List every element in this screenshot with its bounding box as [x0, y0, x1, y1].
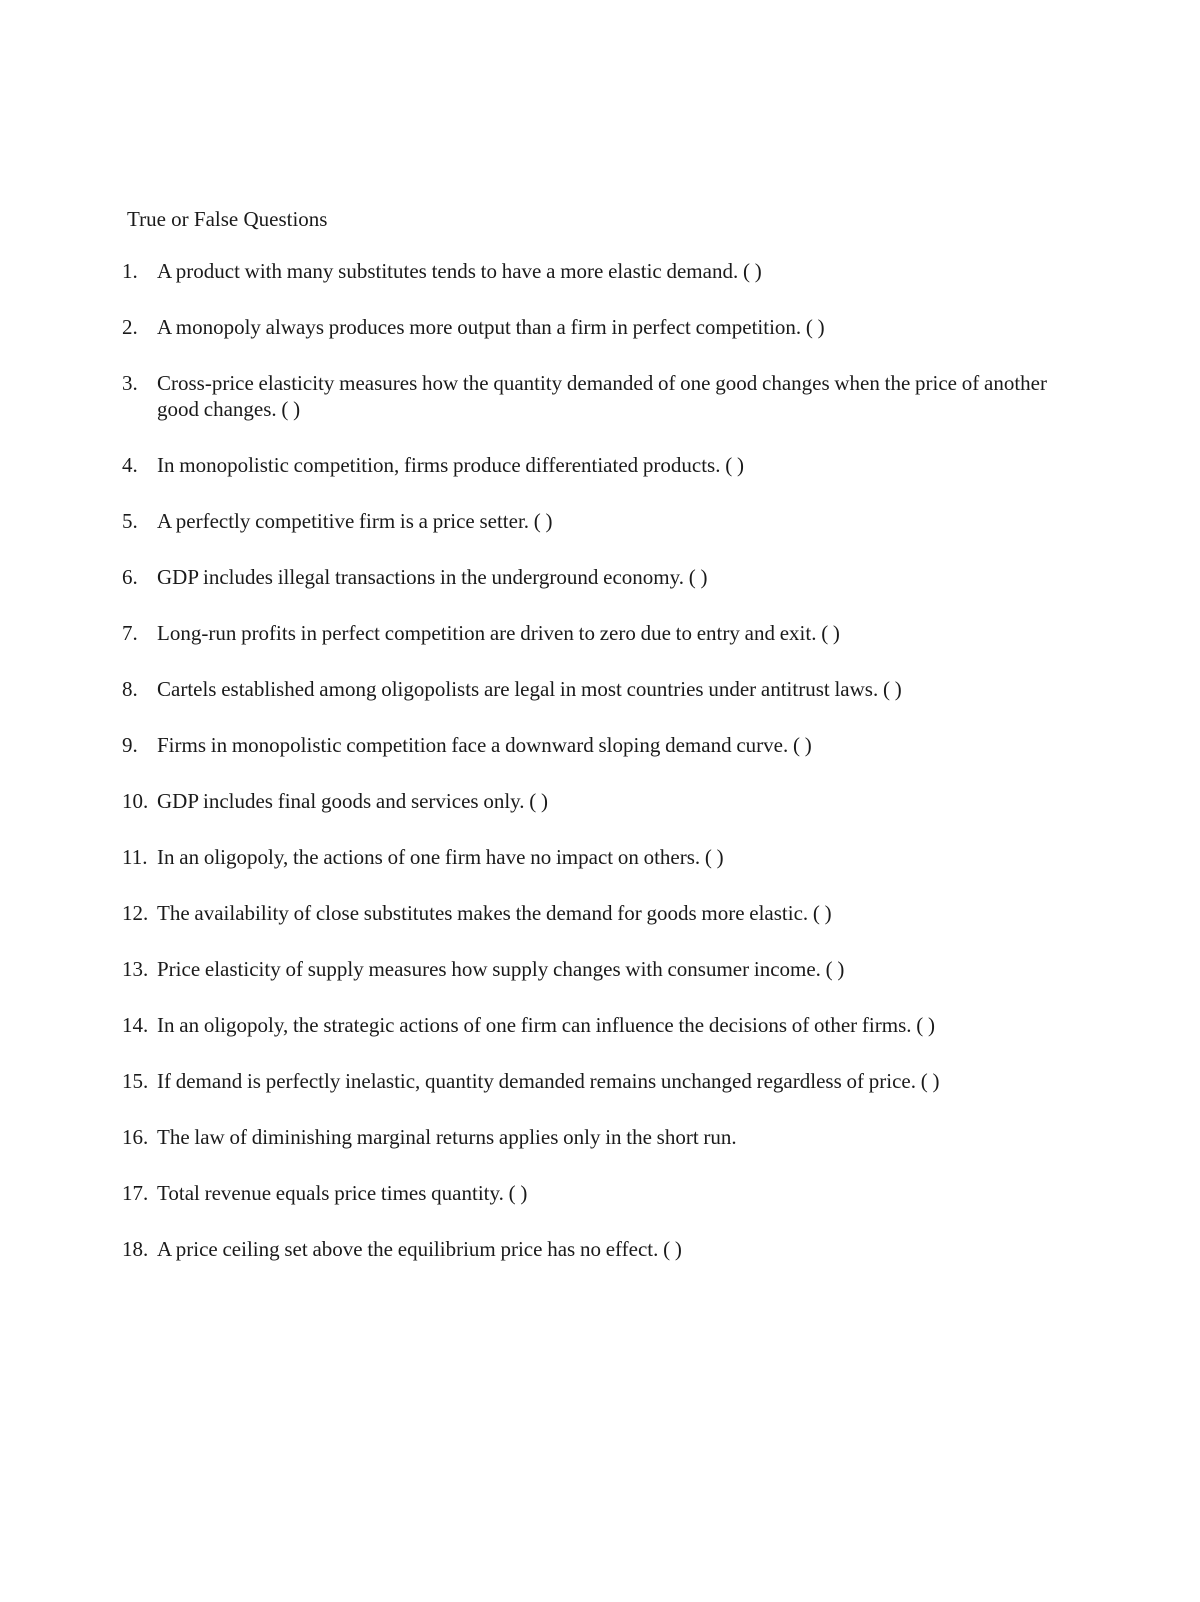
question-number: 13. [122, 957, 149, 981]
question-item [120, 1124, 1070, 1150]
question-item [120, 1236, 1070, 1262]
question-number: 14. [122, 1013, 149, 1037]
question-text: If demand is perfectly inelastic, quantity demanded remains unchanged regardless of price. ( ) [157, 1069, 940, 1093]
question-text: In an oligopoly, the actions of one firm have no impact on others. ( ) [157, 845, 724, 869]
question-text: Total revenue equals price times quantity. ( ) [157, 1181, 528, 1205]
question-text: The availability of close substitutes makes the demand for goods more elastic. ( ) [157, 901, 832, 925]
question-text: Cartels established among oligopolists are legal in most countries under antitrust laws. ( ) [157, 677, 902, 701]
question-number: 6. [122, 565, 138, 589]
question-text: GDP includes illegal transactions in the underground economy. ( ) [157, 565, 708, 589]
question-text: A perfectly competitive firm is a price setter. ( ) [157, 509, 553, 533]
question-item [120, 1180, 1070, 1206]
question-item [120, 788, 1070, 814]
question-text: A monopoly always produces more output than a firm in perfect competition. ( ) [157, 315, 825, 339]
question-text: In monopolistic competition, firms produce differentiated products. ( ) [157, 453, 744, 477]
document-title: True or False Questions [127, 207, 328, 231]
question-number: 9. [122, 733, 138, 757]
question-item [120, 1012, 1070, 1038]
question-item [120, 258, 1070, 284]
question-item [120, 620, 1070, 646]
question-text: In an oligopoly, the strategic actions of one firm can influence the decisions of other firms. ( ) [157, 1013, 935, 1037]
question-item [120, 900, 1070, 926]
question-number: 12. [122, 901, 149, 925]
question-item [120, 732, 1070, 758]
question-text: Long-run profits in perfect competition are driven to zero due to entry and exit. ( ) [157, 621, 840, 645]
question-item [120, 314, 1070, 340]
question-number: 17. [122, 1181, 149, 1205]
question-item [120, 508, 1070, 534]
question-text: Firms in monopolistic competition face a downward sloping demand curve. ( ) [157, 733, 812, 757]
question-text: Price elasticity of supply measures how supply changes with consumer income. ( ) [157, 957, 845, 981]
question-number: 10. [122, 789, 149, 813]
question-number: 7. [122, 621, 138, 645]
question-item [120, 844, 1070, 870]
question-number: 15. [122, 1069, 149, 1093]
question-item [120, 676, 1070, 702]
question-list [120, 258, 1070, 1292]
question-text: A product with many substitutes tends to have a more elastic demand. ( ) [157, 259, 762, 283]
question-text: Cross-price elasticity measures how the quantity demanded of one good changes when the price of another good changes. ( ) [157, 371, 1047, 421]
question-number: 1. [122, 259, 138, 283]
question-item [120, 370, 1070, 422]
question-number: 5. [122, 509, 138, 533]
question-number: 8. [122, 677, 138, 701]
question-number: 2. [122, 315, 138, 339]
question-text: A price ceiling set above the equilibrium price has no effect. ( ) [157, 1237, 682, 1261]
question-number: 4. [122, 453, 138, 477]
question-number: 18. [122, 1237, 149, 1261]
question-item [120, 1068, 1070, 1094]
question-number: 16. [122, 1125, 149, 1149]
question-text: The law of diminishing marginal returns applies only in the short run. [157, 1125, 737, 1149]
question-item [120, 452, 1070, 478]
question-item [120, 564, 1070, 590]
question-number: 11. [122, 845, 148, 869]
question-item [120, 956, 1070, 982]
question-text: GDP includes final goods and services only. ( ) [157, 789, 549, 813]
question-number: 3. [122, 371, 138, 395]
